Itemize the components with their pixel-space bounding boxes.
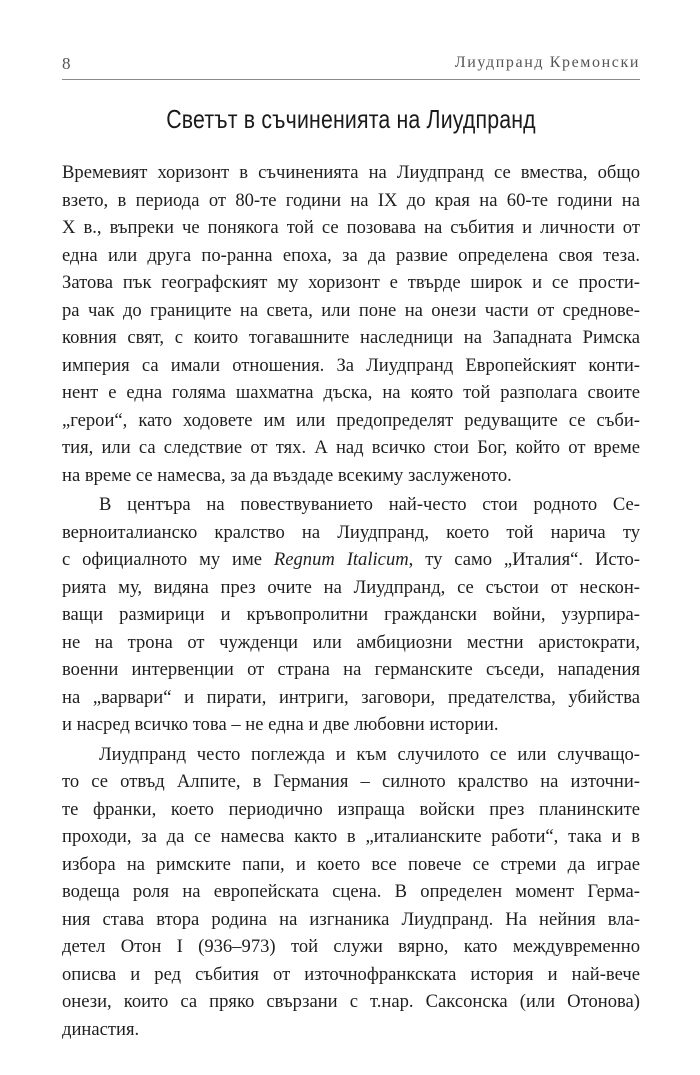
text-line: и насред всичко това – не една и две любовни истории. [62,714,499,735]
text-line: Лиудпранд често поглежда и към случилото се или случващо- [99,743,640,765]
text-line: Затова пък географският му хоризонт е твърде широк и се прости- [62,272,640,293]
text-line: ващи размирици и кръвопролитни граждански войни, узурпира- [62,604,640,625]
text-line: една или друга по-ранна епоха, за да развие определена своя теза. [62,244,640,266]
text-line: на „варвари“ и пирати, интриги, заговори, предателства, убийства [62,686,640,708]
running-head [62,48,640,76]
chapter-title: Светът в съчиненията на Лиудпранд [166,104,536,134]
text-line: В центъра на повествуванието най-често стои родното Се- [99,494,640,515]
text-line: „герои“, като ходовете им или предопределят редуващите се съби- [62,409,640,431]
text-line: избора на римските папи, и което все повече се стреми да играе [62,853,640,875]
text-line: на време се намесва, за да въздаде всекиму заслуженото. [62,464,512,486]
text-line: X в., въпреки че понякога той се позовава на събития и личности от [62,217,640,238]
text-line: онези, които са пряко свързани с т.нар. Саксонска (или Отонова) [62,991,640,1012]
paragraph-1 [62,159,640,489]
text-line: те франки, което периодично изпраща войски през планинските [62,798,640,820]
text-line: проходи, за да се намесва както в „италианските работи“, така и в [62,826,640,847]
paragraph-2 [62,491,640,739]
text-line: тия, или са следствие от тях. А над всичко стои Бог, който от време [62,437,640,458]
text-segment: с официалното му име [62,549,274,570]
text-line-with-italic [62,546,640,574]
text-line: рията му, видяна през очите на Лиудпранд, се състои от нескон- [62,576,640,598]
italic-term: Regnum Italicum [273,549,409,570]
text-line: описва и ред събития от източнофранкската история и най-вече [62,963,640,985]
body-text [62,159,640,1045]
text-line: военни интервенции от страна на германските съседи, нападения [62,659,640,680]
page-number: 8 [62,54,71,73]
header-rule [62,79,640,80]
text-line: ковния свят, с които тогавашните наследници на Западната Римска [62,327,640,348]
text-line: нент е една голяма шахматна дъска, на която той разполага своите [62,382,640,403]
running-title: Лиудпранд Кремонски [454,54,640,71]
text-line: династия. [62,1018,140,1040]
text-line: ния става втора родина на изгнаника Лиудпранд. На нейния вла- [62,908,640,930]
text-line: не на трона от чужденци или амбициозни местни аристократи, [62,631,640,653]
text-segment: , ту само „Италия“. Исто- [408,549,641,570]
text-line: то се отвъд Алпите, в Германия – силното кралство на източни- [62,771,640,792]
text-line: водеща роля на европейската сцена. В определен момент Герма- [62,881,640,902]
text-line: ра чак до границите на света, или поне на онези части от среднове- [62,299,640,321]
text-line: империя са имали отношения. За Лиудпранд Европейският конти- [62,354,640,376]
text-line: верноиталианско кралство на Лиудпранд, което той нарича ту [62,521,640,543]
text-line: взето, в периода от 80-те години на IX до края на 60-те години на [62,189,640,211]
text-line: детел Отон I (936–973) той служи вярно, като междувременно [62,936,640,957]
paragraph-3 [62,741,640,1044]
text-line: Времевият хоризонт в съчиненията на Лиудпранд се вмества, общо [62,162,640,183]
